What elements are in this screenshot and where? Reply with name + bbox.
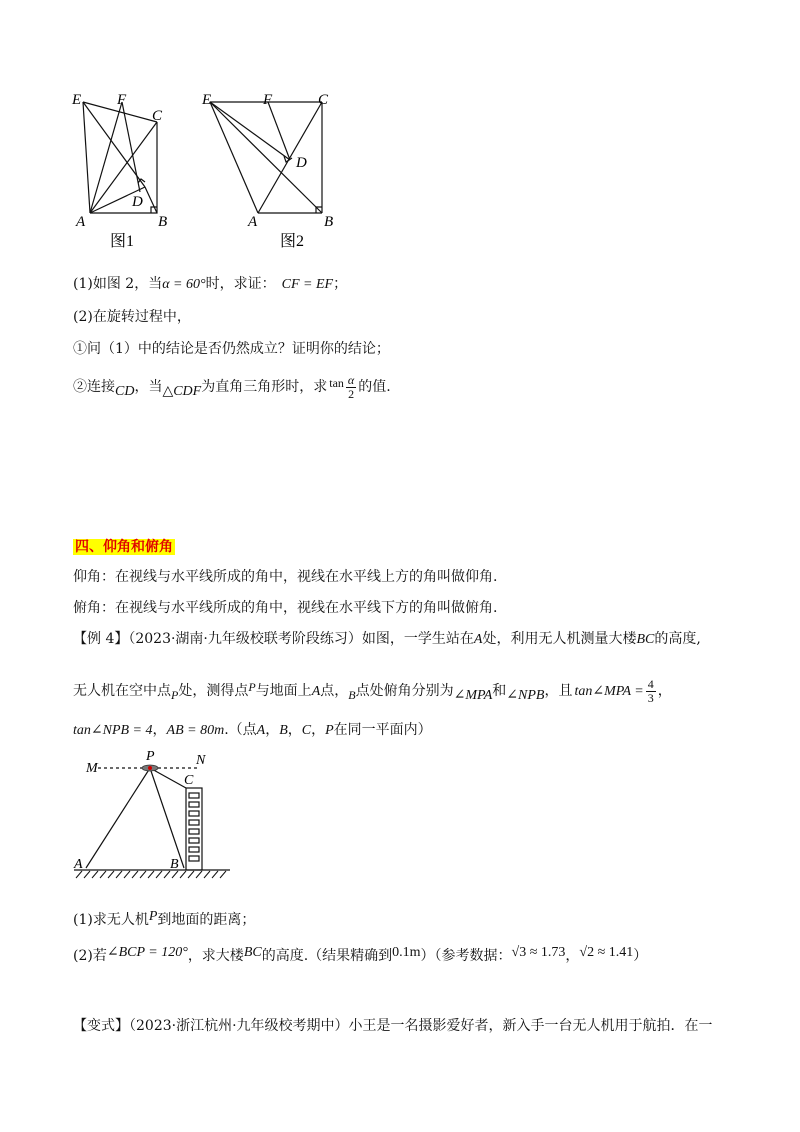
- fig2-caption: 图2: [280, 233, 305, 250]
- ex4-l3-b: .（点: [224, 722, 257, 738]
- ex4-l2-P2: P: [248, 680, 256, 694]
- question-2b: [73, 372, 391, 403]
- ex4-l1-A: A: [473, 632, 483, 647]
- p2-prefix: (2)若: [73, 948, 107, 964]
- p2-mid1: ，求大楼: [187, 948, 244, 964]
- q1-prefix: (1)如图 2，当: [73, 276, 163, 292]
- p2-angle: ∠BCP = 120°: [106, 945, 188, 960]
- ex4-l2-a: 无人机在空中点: [73, 683, 171, 699]
- p2-precision: 0.1m: [392, 945, 421, 960]
- ex4-l2-e: 点处俯角分别为: [355, 683, 454, 699]
- q2b-frac-num: α: [347, 372, 355, 387]
- problem-2: [73, 946, 647, 967]
- section-heading: [73, 537, 175, 557]
- ex4-l2-tan: tan∠MPA =: [574, 684, 644, 699]
- ex4-l3-B: B: [279, 723, 288, 738]
- ex4-l2-g: ，且: [544, 683, 573, 699]
- ex4-l3-d: ，: [287, 722, 302, 738]
- fig3-label-M: M: [86, 761, 98, 776]
- ex4-l2-angle-npb: ∠NPB: [506, 688, 545, 703]
- p2-suffix: ）: [633, 948, 648, 964]
- ex4-l2-fraction: [646, 678, 656, 705]
- ex4-l3-f: 在同一平面内）: [333, 722, 432, 738]
- ground-hatching: [76, 871, 226, 878]
- definition-depression: 俯角：在视线与水平线所成的角中，视线在水平线下方的角叫做俯角.: [73, 600, 498, 616]
- ex4-l1-a: 【例 4】（2023·湖南·九年级校联考阶段练习）如图，一学生站在: [73, 631, 474, 647]
- figure-drone: [70, 748, 240, 888]
- p2-sqrt3: √3 ≈ 1.73: [511, 945, 566, 960]
- figure-1: [70, 92, 180, 252]
- variant-problem: 【变式】（2023·浙江杭州·九年级校考期中）小王是一名摄影爱好者，新入手一台无人机用于航拍．在一: [73, 1018, 713, 1034]
- fig1-caption: 图1: [110, 233, 135, 250]
- definition-elevation: 仰角：在视线与水平线所成的角中，视线在水平线上方的角叫做仰角.: [73, 569, 498, 585]
- figure-2: [200, 92, 345, 252]
- ex4-l2-f: 和: [492, 683, 507, 699]
- ex4-l3-P: P: [325, 723, 334, 738]
- example-4-line-3: [73, 720, 432, 741]
- fig3-label-P: P: [146, 749, 155, 764]
- ex4-l2-c: 与地面上: [255, 683, 312, 699]
- p2-comma: ，: [565, 948, 580, 964]
- ex4-l2-B: B: [348, 688, 356, 702]
- question-2: (2)在旋转过程中，: [73, 309, 191, 325]
- question-1: [73, 274, 347, 295]
- problem-1: [73, 910, 255, 931]
- q2b-tan: tan: [329, 376, 344, 390]
- fig2-label-C: C: [318, 92, 329, 108]
- fig2-label-D: D: [296, 155, 307, 171]
- fig3-label-N: N: [196, 753, 206, 768]
- fig2-label-A: A: [248, 214, 258, 230]
- building-icon: [186, 788, 202, 870]
- ex4-l3-tan: tan∠NPB = 4: [73, 723, 153, 738]
- q2b-suffix: 的值.: [358, 379, 391, 395]
- fig2-label-B: B: [324, 214, 334, 230]
- fig1-label-C: C: [152, 108, 163, 124]
- ex4-l2-A: A: [311, 684, 321, 699]
- q1-suffix: ；: [333, 276, 348, 292]
- ex4-l3-e: ，: [311, 722, 326, 738]
- ex4-l2-d: 点，: [320, 683, 349, 699]
- q2b-mid2: 为直角三角形时，求: [201, 379, 328, 395]
- q2b-mid1: ，当: [134, 379, 163, 395]
- q1-mid: 时，求证：: [205, 276, 276, 292]
- p1-suffix: 到地面的距离；: [157, 912, 256, 928]
- q2b-frac-den: 2: [348, 386, 355, 401]
- p2-mid3: ）（参考数据：: [420, 948, 512, 964]
- ex4-l2-P: P: [171, 688, 179, 702]
- q2b-fraction: [346, 374, 356, 401]
- ex4-l1-b: 处，利用无人机测量大楼: [482, 631, 637, 647]
- fig2-label-E: E: [202, 92, 212, 108]
- p2-BC: BC: [243, 945, 262, 960]
- ex4-l2-b: 处，测得点: [178, 683, 249, 699]
- example-4-line-1: [73, 629, 701, 650]
- question-2a: ①问（1）中的结论是否仍然成立？证明你的结论；: [73, 341, 390, 357]
- p2-mid2: 的高度.（结果精确到: [261, 948, 393, 964]
- p2-sqrt2: √2 ≈ 1.41: [579, 945, 634, 960]
- fig2-label-F: F: [263, 92, 273, 108]
- q2b-prefix: ②连接: [73, 379, 115, 395]
- fig3-label-B: B: [170, 857, 179, 872]
- ex4-l1-c: 的高度,: [654, 631, 701, 647]
- fig1-label-E: E: [72, 92, 82, 108]
- ex4-l3-c: ，: [265, 722, 280, 738]
- p1-prefix: (1)求无人机: [73, 912, 149, 928]
- ex4-l3-a: ，: [152, 722, 167, 738]
- fig1-label-D: D: [132, 194, 143, 210]
- ex4-l1-BC: BC: [636, 632, 655, 647]
- q1-alpha: α = 60°: [162, 277, 206, 292]
- ex4-l3-C: C: [301, 723, 312, 738]
- q1-equation: CF = EF: [281, 277, 334, 292]
- fig1-label-A: A: [76, 214, 86, 230]
- fig1-label-F: F: [117, 92, 127, 108]
- ex4-l2-angle-mpa: ∠MPA: [453, 688, 493, 703]
- ex4-l3-A: A: [256, 723, 266, 738]
- ex4-l3-ab: AB = 80m: [166, 723, 225, 738]
- p1-P: P: [148, 909, 158, 924]
- fig1-label-B: B: [158, 214, 168, 230]
- fig3-label-A: A: [74, 857, 83, 872]
- q2b-cd: CD: [115, 384, 135, 399]
- q2b-triangle: △CDF: [162, 384, 202, 399]
- example-4-line-2: [73, 674, 672, 709]
- ex4-l2-num: 4: [647, 676, 654, 691]
- ex4-l2-h: ，: [657, 683, 672, 699]
- ex4-l2-den: 3: [647, 690, 654, 705]
- fig3-label-C: C: [184, 773, 194, 788]
- section-title: 四、仰角和俯角: [75, 539, 173, 555]
- drone-icon: [142, 765, 158, 771]
